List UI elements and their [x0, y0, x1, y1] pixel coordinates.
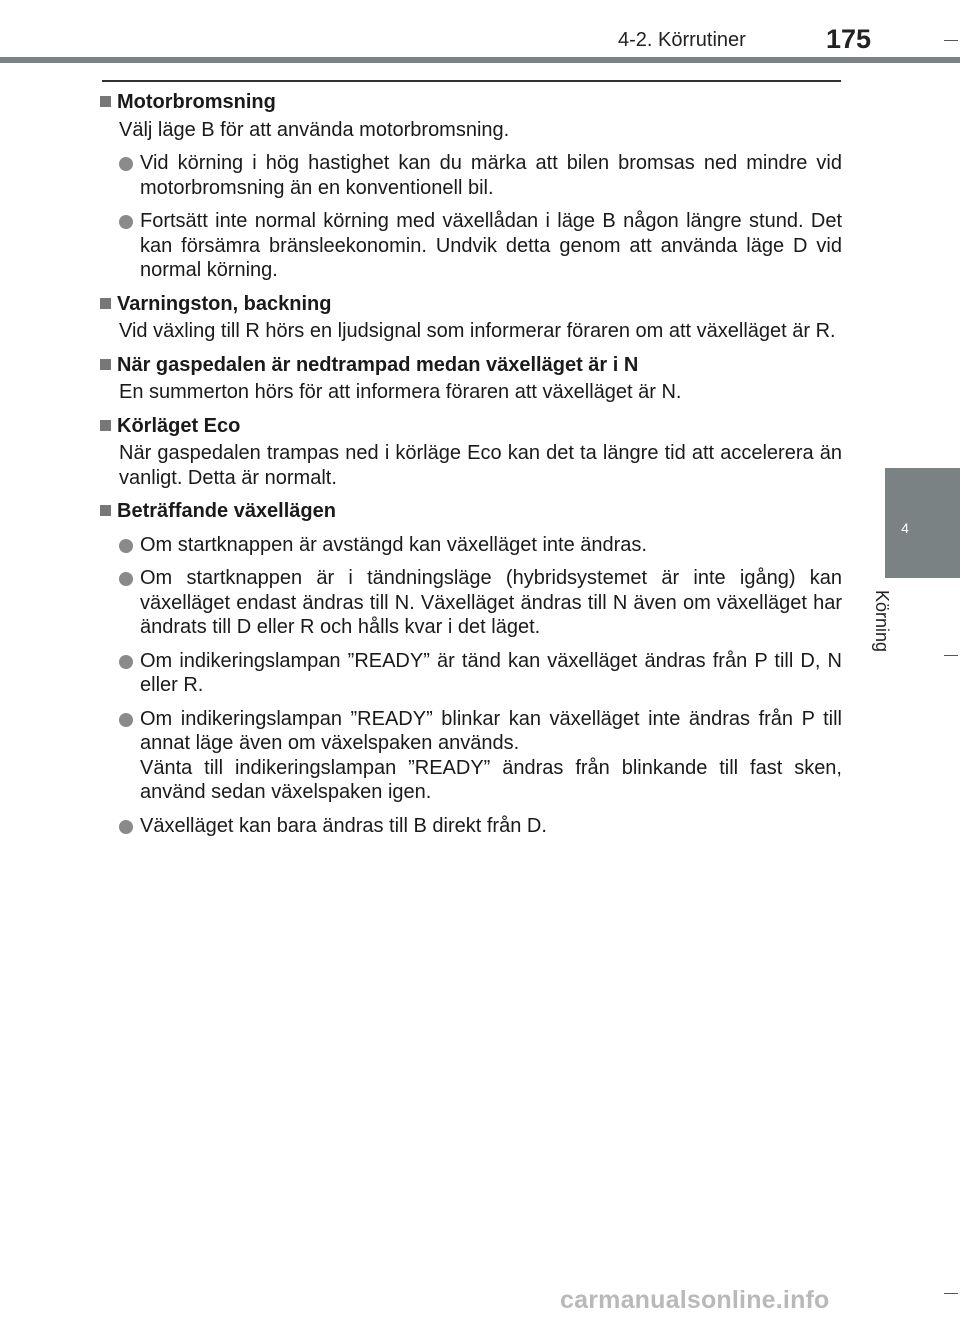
section-heading	[100, 499, 842, 524]
chapter-label-text: Körning	[872, 590, 892, 653]
square-bullet-icon	[100, 420, 111, 431]
chapter-number: 4	[901, 520, 909, 536]
bullet-item	[100, 533, 842, 558]
section-body: Vid växling till R hörs en ljudsignal som informerar föraren om att växelläget är R.	[119, 320, 836, 342]
square-bullet-icon	[100, 298, 111, 309]
bullet-item	[100, 707, 842, 805]
section-heading	[100, 414, 842, 439]
bullet-item	[100, 649, 842, 698]
circle-bullet-icon	[119, 215, 133, 229]
chapter-side-tab	[885, 468, 960, 578]
section-body: Välj läge B för att använda motorbromsning.	[119, 118, 510, 141]
bullet-text: Om startknappen är avstängd kan växelläget inte ändras.	[140, 533, 647, 556]
crop-mark	[944, 1293, 958, 1294]
crop-mark	[944, 655, 958, 656]
bullet-text: Vid körning i hög hastighet kan du märka att bilen bromsas ned mindre vid motorbromsning än en konventionell bil.	[140, 152, 842, 199]
section	[100, 292, 842, 344]
section-heading-text: Beträffande växellägen	[117, 500, 336, 522]
circle-bullet-icon	[119, 820, 133, 834]
circle-bullet-icon	[119, 713, 133, 727]
section-body: När gaspedalen trampas ned i körläge Eco kan det ta längre tid att accelerera än vanligt. Detta är normalt.	[119, 442, 842, 489]
bullet-text: Vänta till indikeringslampan ”READY” ändras från blinkande till fast sken, använd sedan växelspaken igen.	[140, 756, 842, 803]
section-heading	[100, 292, 842, 317]
section	[100, 90, 842, 283]
page-content	[100, 90, 842, 847]
square-bullet-icon	[100, 505, 111, 516]
section	[100, 353, 842, 405]
bullet-text: Om indikeringslampan ”READY” blinkar kan växelläget inte ändras från P till annat läge även om växelspaken används.	[140, 707, 842, 754]
square-bullet-icon	[100, 359, 111, 370]
bullet-item	[100, 209, 842, 283]
section	[100, 414, 842, 491]
circle-bullet-icon	[119, 157, 133, 171]
section-heading-text: När gaspedalen är nedtrampad medan växelläget är i N	[117, 353, 639, 376]
bullet-text: Om startknappen är i tändningsläge (hybridsystemet är inte igång) kan växelläget endast ändras till N. Växelläget ändras till N även om växelläget har ändrats till D eller R och hålls kvar i det läget.	[140, 567, 842, 638]
bullet-text: Fortsätt inte normal körning med växellådan i läge B någon längre stund. Det kan försämra bränsleekonomin. Undvik detta genom att använda läge D vid normal körning.	[140, 210, 842, 281]
watermark: carmanualsonline.info	[560, 1286, 830, 1314]
section-heading	[100, 90, 842, 115]
section-heading-text: Varningston, backning	[117, 292, 332, 315]
section-heading-text: Körläget Eco	[117, 414, 241, 437]
section-body: En summerton hörs för att informera föraren att växelläget är N.	[119, 381, 682, 403]
circle-bullet-icon	[119, 655, 133, 669]
square-bullet-icon	[100, 96, 111, 107]
circle-bullet-icon	[119, 572, 133, 586]
header-rule	[102, 80, 841, 82]
bullet-item	[100, 814, 842, 839]
bullet-text: Om indikeringslampan ”READY” är tänd kan växelläget ändras från P till D, N eller R.	[140, 649, 842, 696]
section	[100, 499, 842, 838]
bullet-item	[100, 566, 842, 640]
chapter-section-title: 4-2. Körrutiner	[618, 29, 746, 51]
chapter-side-label	[872, 590, 930, 660]
page-number: 175	[826, 24, 872, 54]
section-heading	[100, 353, 842, 378]
circle-bullet-icon	[119, 539, 133, 553]
header-bar	[0, 57, 960, 63]
section-heading-text: Motorbromsning	[117, 91, 276, 113]
bullet-text: Växelläget kan bara ändras till B direkt från D.	[140, 814, 547, 837]
bullet-item	[100, 151, 842, 200]
crop-mark	[944, 40, 958, 41]
